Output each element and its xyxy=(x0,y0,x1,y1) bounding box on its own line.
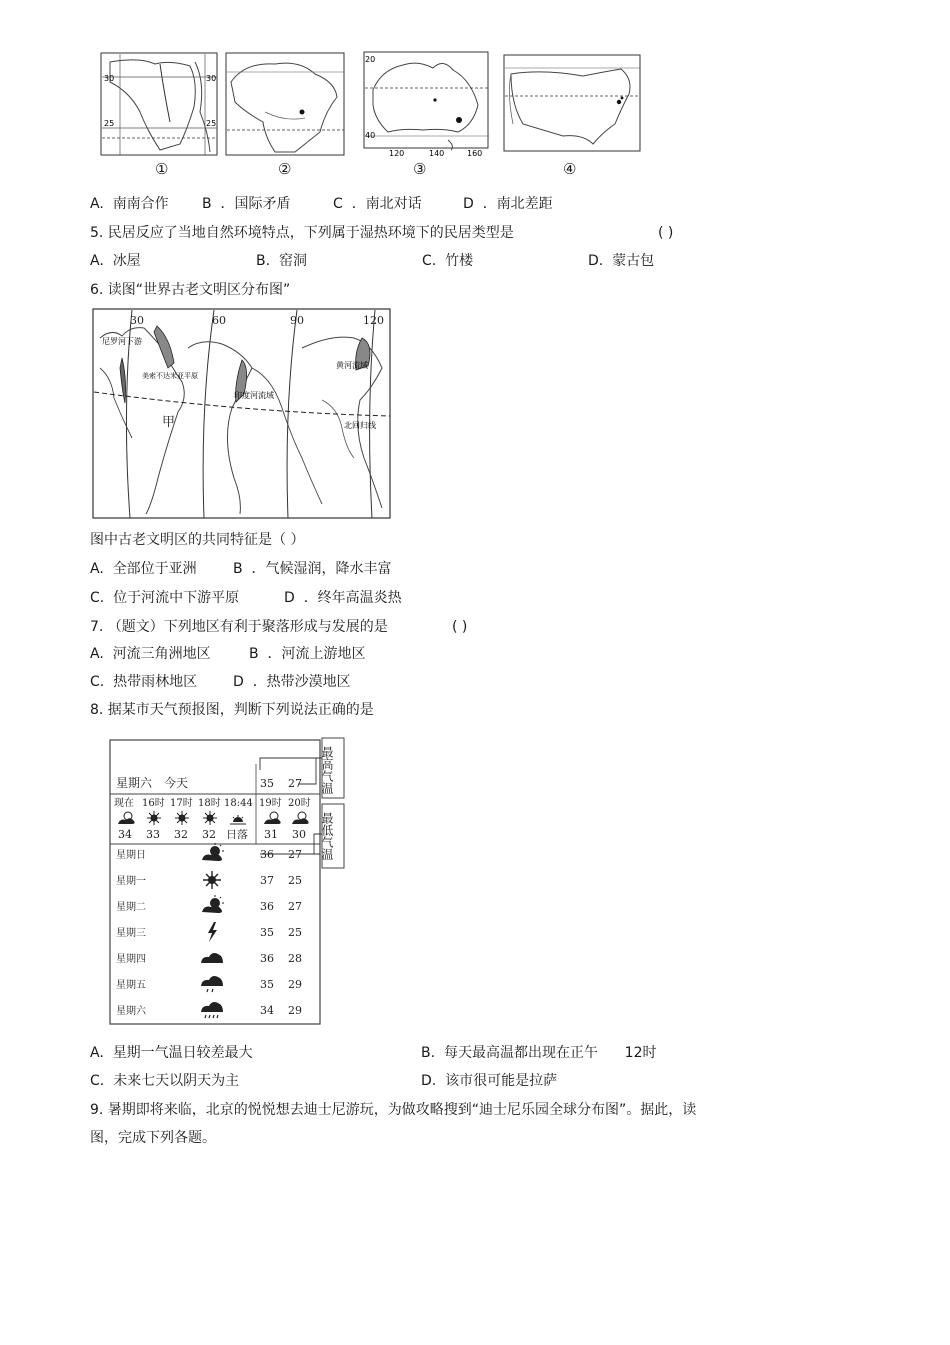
q5-option-c-letter: C. xyxy=(422,253,437,269)
q8-option-b-extra: 12时 xyxy=(624,1045,657,1061)
q6-option-d-letter: D xyxy=(284,590,295,606)
map1-tick-4: 25 xyxy=(206,119,217,128)
day-low-6: 29 xyxy=(288,1004,302,1017)
legend-high-label: 最高气温 xyxy=(320,746,334,794)
hour-time-6: 20时 xyxy=(288,798,311,809)
q9-line-2: 图，完成下列各题。 xyxy=(90,1130,216,1146)
q5-option-a-letter: A. xyxy=(90,253,104,269)
today-low: 27 xyxy=(288,777,302,790)
map1-tick-1: 30 xyxy=(104,74,115,83)
map3-tick-2: 120 xyxy=(389,149,405,158)
q7-option-a-letter: A. xyxy=(90,646,104,662)
q5-option-d-letter: D. xyxy=(588,253,604,269)
q4-option-a-letter: A. xyxy=(90,196,104,212)
sun-icon xyxy=(175,811,189,825)
map-3-caption: ③ xyxy=(413,160,427,178)
map3-tick-3: 140 xyxy=(429,149,445,158)
day-high-4: 36 xyxy=(260,952,274,965)
hour-temp-0: 34 xyxy=(118,828,132,841)
hour-temp-2: 32 xyxy=(174,828,188,841)
q6-option-c[interactable] xyxy=(90,589,239,607)
day-label-4: 星期四 xyxy=(116,954,146,965)
q9-line-1: 9. 暑期即将来临，北京的悦悦想去迪士尼游玩，为做攻略搜到“迪士尼乐园全球分布图”。据此，读 xyxy=(90,1102,697,1118)
hour-temp-1: 33 xyxy=(146,828,160,841)
q6-option-c-letter: C. xyxy=(90,590,105,606)
q4-option-d-text: ．南北差距 xyxy=(482,196,553,212)
day-low-1: 25 xyxy=(288,874,302,887)
q6-option-d[interactable] xyxy=(284,589,402,607)
maps-row xyxy=(95,50,655,185)
q6-option-b-text: ．气候湿润，降水丰富 xyxy=(251,561,392,577)
huanghe-label: 黄河流域 xyxy=(336,361,368,370)
jia-label: 甲 xyxy=(162,415,176,430)
q4-option-a[interactable] xyxy=(90,195,169,213)
sun-icon xyxy=(203,811,217,825)
map-4 xyxy=(503,54,643,154)
q7-answer-paren: ( ) xyxy=(452,619,468,635)
q6-option-c-text: 位于河流中下游平原 xyxy=(113,590,240,606)
q8-stem: 8. 据某市天气预报图，判断下列说法正确的是 xyxy=(90,702,374,718)
legend-low-label: 最低气温 xyxy=(320,812,334,860)
q4-option-b-letter: B xyxy=(202,196,212,212)
mesopotamia-label: 美索不达米亚平原 xyxy=(142,372,198,380)
q8-option-c-text: 未来七天以阴天为主 xyxy=(113,1073,240,1089)
q6-option-b[interactable] xyxy=(233,560,392,578)
longitude-120-label: 120 xyxy=(363,314,384,327)
hour-time-3: 18时 xyxy=(198,798,221,809)
q5-option-c-text: 竹楼 xyxy=(445,253,474,269)
map1-tick-2: 25 xyxy=(104,119,115,128)
q7-option-b-text: ．河流上游地区 xyxy=(267,646,366,662)
map-1-caption: ① xyxy=(155,160,169,178)
day-low-5: 29 xyxy=(288,978,302,991)
q5-option-c[interactable] xyxy=(422,252,473,270)
q7-option-b[interactable] xyxy=(249,645,366,663)
map3-tick-4: 160 xyxy=(467,149,483,158)
day-high-6: 34 xyxy=(260,1004,274,1017)
longitude-60-label: 60 xyxy=(212,314,226,327)
day-low-3: 25 xyxy=(288,926,302,939)
q7-option-c-text: 热带雨林地区 xyxy=(113,674,198,690)
q7-stem: 7. （题文）下列地区有利于聚落形成与发展的是 xyxy=(90,619,388,635)
q4-option-c[interactable] xyxy=(333,195,422,213)
q4-option-c-text: ．南北对话 xyxy=(351,196,422,212)
q8-option-d[interactable] xyxy=(421,1072,557,1090)
tropic-label: 北回归线 xyxy=(344,421,376,430)
q5-option-d[interactable] xyxy=(588,252,654,270)
q5-option-d-text: 蒙古包 xyxy=(612,253,655,269)
day-high-1: 37 xyxy=(260,874,274,887)
map3-tick-1: 20 xyxy=(365,55,376,64)
q5-option-b-letter: B. xyxy=(256,253,271,269)
day-high-3: 35 xyxy=(260,926,274,939)
q7-option-b-letter: B xyxy=(249,646,259,662)
q7-option-d-letter: D xyxy=(233,674,244,690)
q8-option-d-letter: D. xyxy=(421,1073,437,1089)
q7-option-a[interactable] xyxy=(90,645,211,663)
longitude-90-label: 90 xyxy=(290,314,304,327)
day-high-2: 36 xyxy=(260,900,274,913)
map-4-caption: ④ xyxy=(563,160,577,178)
q5-option-a[interactable] xyxy=(90,252,141,270)
today-label: 星期六 今天 xyxy=(116,776,189,790)
q7-option-d[interactable] xyxy=(233,673,351,691)
day-high-0: 36 xyxy=(260,848,274,861)
day-label-2: 星期二 xyxy=(116,902,146,913)
indus-label: 印度河流域 xyxy=(234,391,274,400)
ancient-civilizations-map xyxy=(92,308,392,520)
today-high: 35 xyxy=(260,777,274,790)
q4-option-c-letter: C xyxy=(333,196,343,212)
hour-time-2: 17时 xyxy=(170,798,193,809)
q8-option-d-text: 该市很可能是拉萨 xyxy=(445,1073,558,1089)
q4-option-a-text: 南南合作 xyxy=(112,196,169,212)
q5-option-b[interactable] xyxy=(256,252,307,270)
longitude-30-label: 30 xyxy=(130,314,144,327)
q5-option-b-text: 窑洞 xyxy=(278,253,307,269)
q6-option-b-letter: B xyxy=(233,561,243,577)
day-high-5: 35 xyxy=(260,978,274,991)
hour-temp-4: 日落 xyxy=(226,828,248,841)
map1-tick-3: 30 xyxy=(206,74,217,83)
day-label-6: 星期六 xyxy=(116,1006,146,1017)
map-3 xyxy=(363,50,491,158)
q8-option-b[interactable] xyxy=(421,1044,657,1062)
day-label-5: 星期五 xyxy=(116,980,146,991)
q7-option-c-letter: C. xyxy=(90,674,105,690)
q4-option-b-text: ．国际矛盾 xyxy=(220,196,291,212)
sun-icon xyxy=(147,811,161,825)
q4-option-d-letter: D xyxy=(463,196,474,212)
q7-option-c[interactable] xyxy=(90,673,197,691)
q5-answer-paren: ( ) xyxy=(658,225,674,241)
q4-option-b[interactable] xyxy=(202,195,291,213)
map-2-caption: ② xyxy=(278,160,292,178)
day-low-4: 28 xyxy=(288,952,302,965)
q5-stem: 5. 民居反应了当地自然环境特点，下列属于湿热环境下的民居类型是 xyxy=(90,225,514,241)
q4-option-d[interactable] xyxy=(463,195,553,213)
hour-time-5: 19时 xyxy=(259,798,282,809)
q6-stem: 6. 读图“世界古老文明区分布图” xyxy=(90,282,291,298)
day-label-3: 星期三 xyxy=(116,928,146,939)
q7-option-d-text: ．热带沙漠地区 xyxy=(252,674,351,690)
q8-option-c-letter: C. xyxy=(90,1073,105,1089)
q6-option-d-text: ．终年高温炎热 xyxy=(303,590,402,606)
q7-option-a-text: 河流三角洲地区 xyxy=(112,646,211,662)
day-low-0: 27 xyxy=(288,848,302,861)
q6-question: 图中古老文明区的共同特征是（ ） xyxy=(90,532,305,548)
map3-tick-5: 40 xyxy=(365,131,376,140)
q8-option-b-text: 每天最高温都出现在正午 xyxy=(443,1045,598,1061)
hour-time-4: 18:44 xyxy=(224,798,253,809)
hour-temp-3: 32 xyxy=(202,828,216,841)
nile-label: 尼罗河下游 xyxy=(102,337,142,346)
hour-temp-6: 30 xyxy=(292,828,306,841)
day-label-0: 星期日 xyxy=(116,850,146,861)
q8-option-a[interactable] xyxy=(90,1044,253,1062)
map-1 xyxy=(100,52,220,158)
hour-time-0: 现在 xyxy=(114,798,134,809)
q6-option-a-letter: A. xyxy=(90,561,104,577)
q8-option-a-letter: A. xyxy=(90,1045,104,1061)
q6-option-a-text: 全部位于亚洲 xyxy=(112,561,197,577)
day-low-2: 27 xyxy=(288,900,302,913)
q8-option-c[interactable] xyxy=(90,1072,239,1090)
q5-option-a-text: 冰屋 xyxy=(112,253,141,269)
q6-option-a[interactable] xyxy=(90,560,197,578)
q8-option-a-text: 星期一气温日较差最大 xyxy=(112,1045,253,1061)
hour-time-1: 16时 xyxy=(142,798,165,809)
map-2 xyxy=(225,52,347,158)
hour-temp-5: 31 xyxy=(264,828,278,841)
q8-option-b-letter: B. xyxy=(421,1045,436,1061)
day-label-1: 星期一 xyxy=(116,876,146,887)
weather-forecast-figure xyxy=(106,734,352,1030)
